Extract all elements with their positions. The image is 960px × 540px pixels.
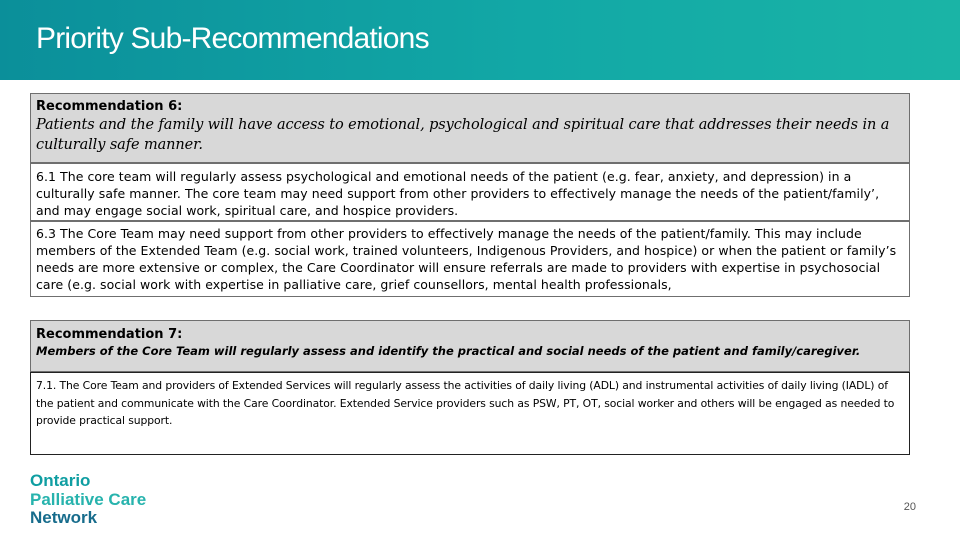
slide-title: Priority Sub-Recommendations: [36, 22, 429, 55]
sub-recommendation-7-1: [30, 372, 910, 455]
recommendation-6-label: Recommendation 6:: [36, 99, 183, 114]
title-bar: [0, 0, 960, 80]
logo-line-ontario: Ontario: [30, 471, 91, 490]
sub-recommendation-6-3: [30, 221, 910, 297]
sub-recommendation-6-1-text: 6.1 The core team will regularly assess psychological and emotional needs of the patient (e.g. fear, anxiety, and depression) in a culturally safe manner. The core team may need support from other providers to effectively manage the needs of the patient/family’, and may engage social work, spiritual care, and hospice providers.: [36, 169, 880, 218]
logo-line-palliative-care: Palliative Care: [30, 489, 147, 509]
sub-recommendation-6-3-text: 6.3 The Core Team may need support from other providers to effectively manage the needs of the patient/family. This may include members of the Extended Team (e.g. social work, trained volunteers, Indigenous Providers, and hospice) or when the patient or family’s needs are more extensive or complex, the Care Coordinator will ensure referrals are made to providers with expertise in psychosocial care (e.g. social work with expertise in palliative care, grief counsellors, mental health professionals,: [36, 226, 897, 292]
logo-line-network: Network: [30, 508, 98, 527]
recommendation-7-statement: Members of the Core Team will regularly assess and identify the practical and social needs of the patient and family/caregiver.: [36, 344, 861, 358]
sub-recommendation-6-1: [30, 163, 910, 221]
page-number: 20: [903, 501, 916, 513]
recommendation-6-statement: Patients and the family will have access to emotional, psychological and spiritual care that addresses their needs in a culturally safe manner.: [36, 117, 890, 153]
recommendation-7-header: [30, 320, 910, 372]
sub-recommendation-7-1-text: 7.1. The Core Team and providers of Extended Services will regularly assess the activities of daily living (ADL) and instrumental activities of daily living (IADL) of the patient and communicate with the Care Coordinator. Extended Service providers such as PSW, PT, OT, social worker and others will be engaged as needed to provide practical support.: [36, 379, 895, 427]
recommendation-6-header: [30, 93, 910, 163]
recommendation-7-label: Recommendation 7:: [36, 327, 183, 342]
ontario-palliative-care-network-logo: [30, 472, 146, 528]
